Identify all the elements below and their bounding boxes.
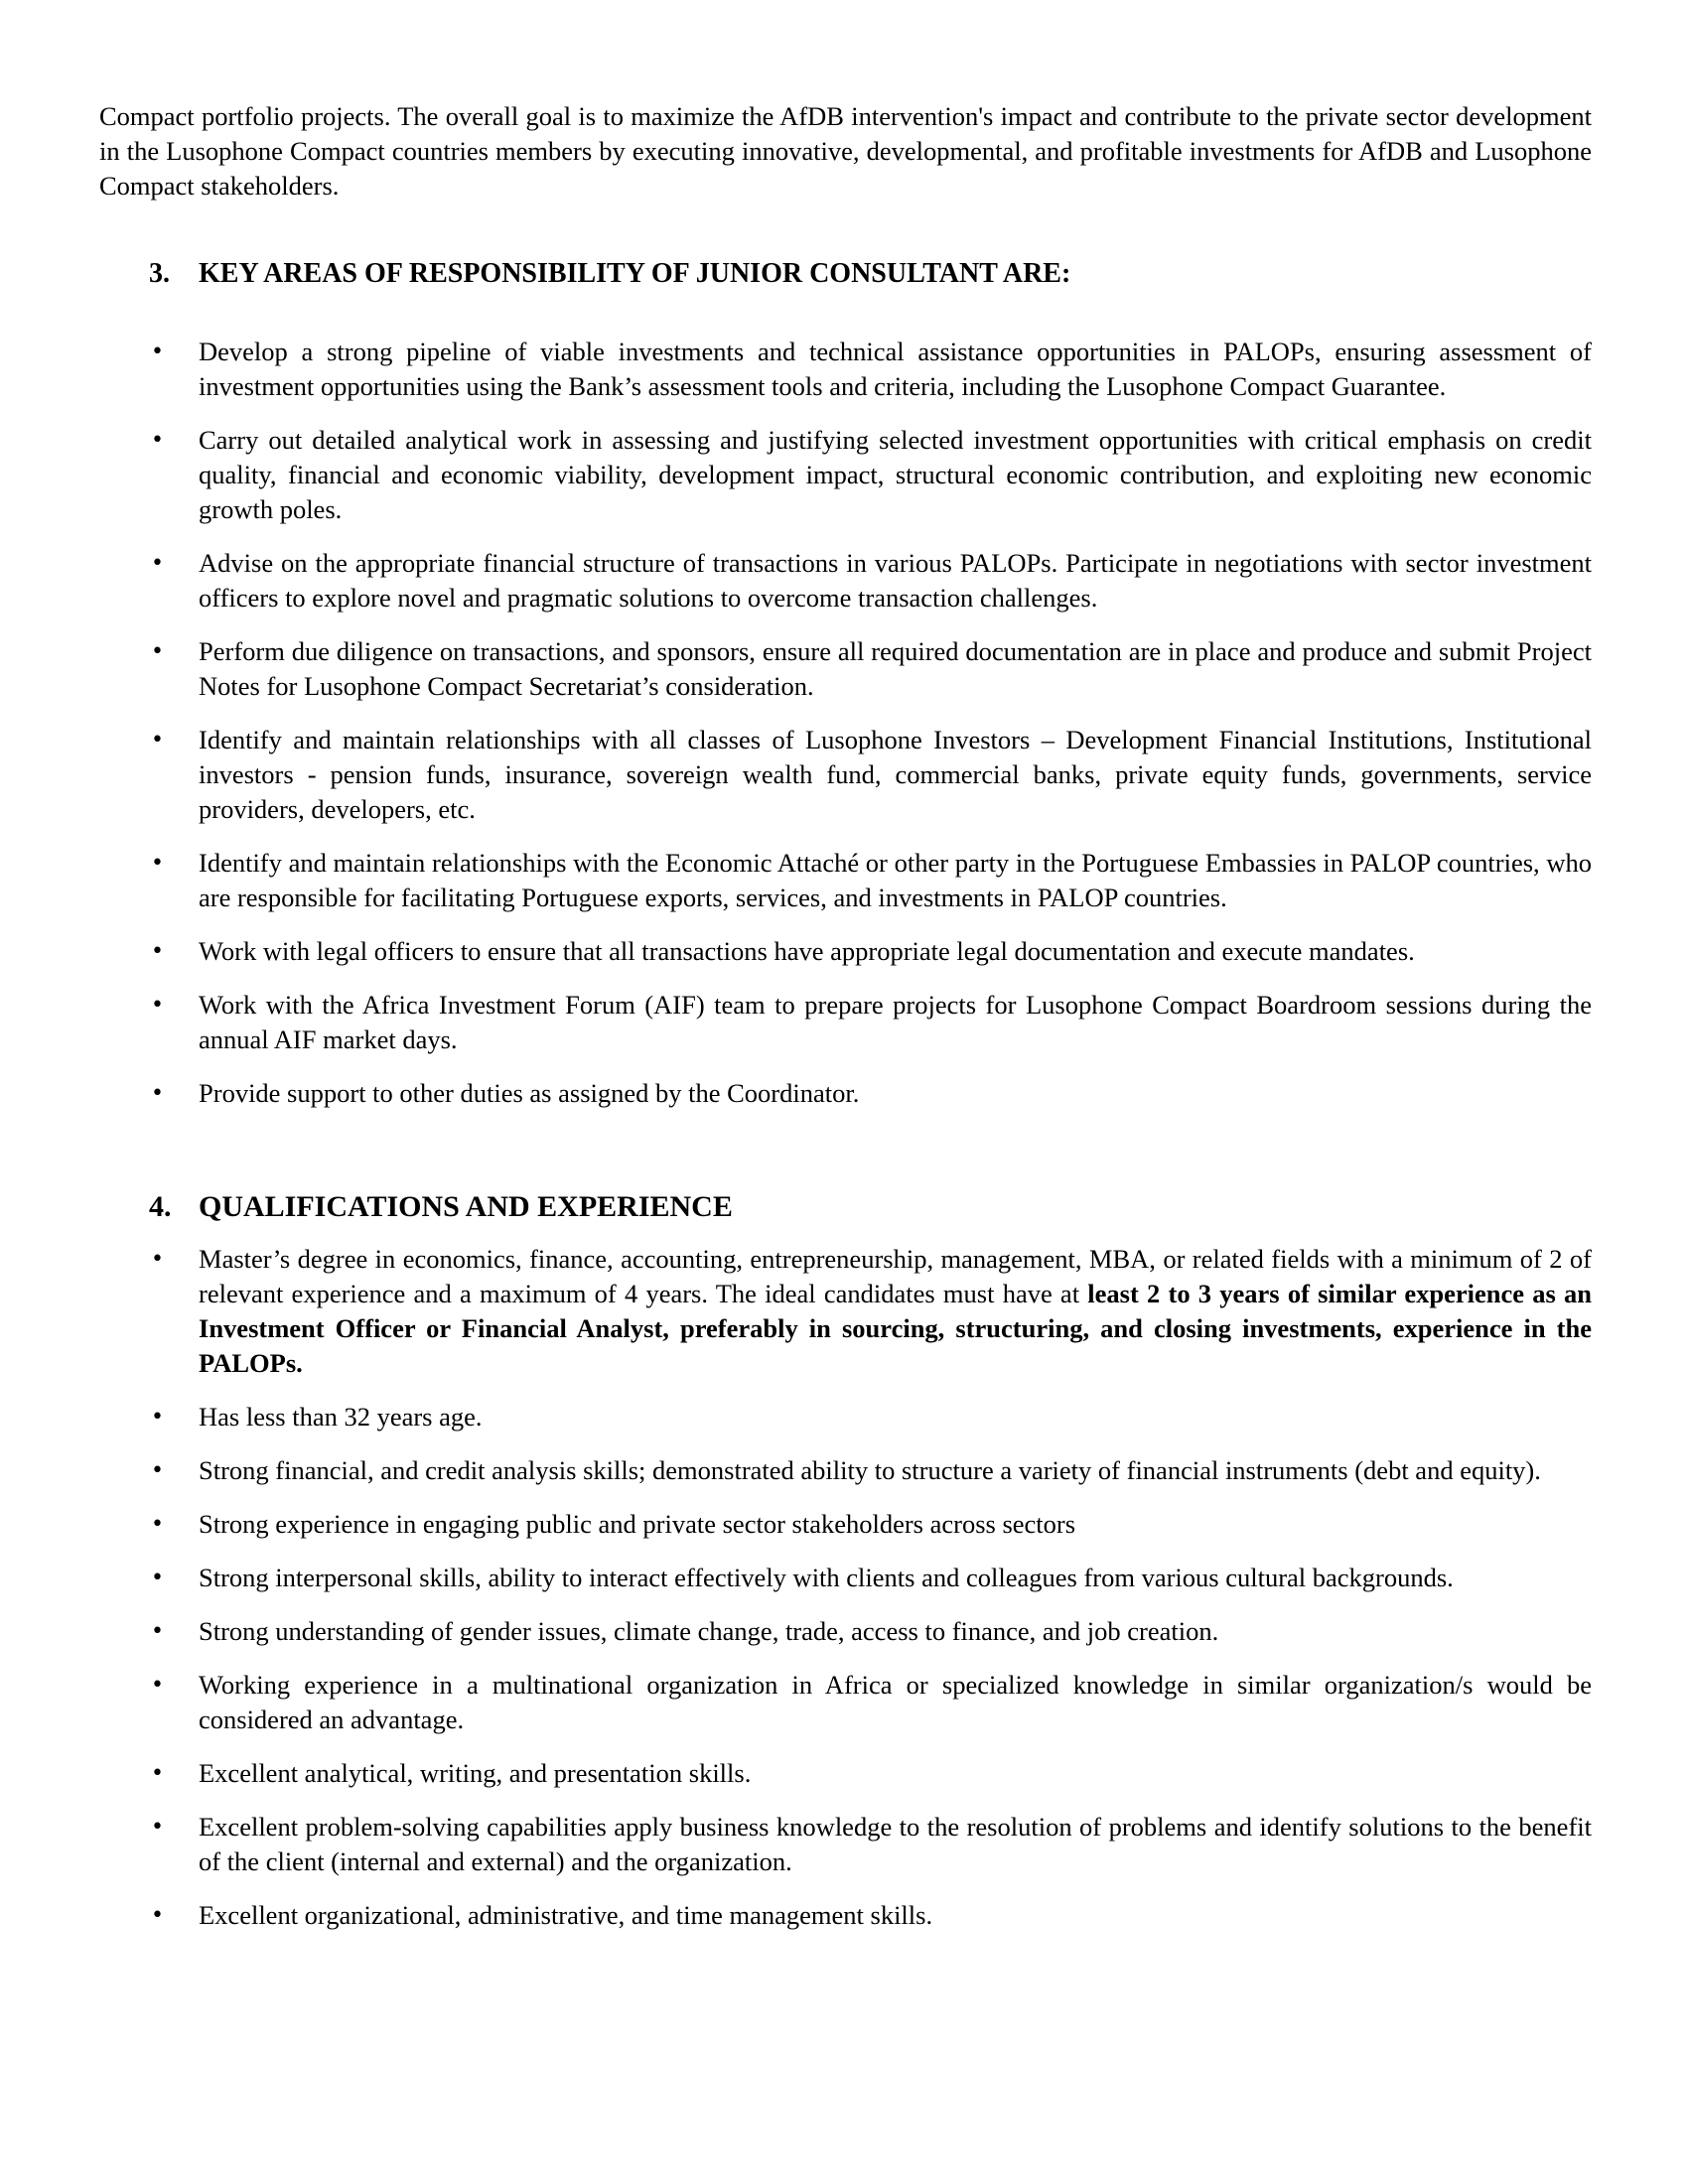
bullet-icon: • [151, 551, 164, 576]
list-item [99, 1810, 1592, 1879]
list-item-text: Identify and maintain relationships with the Economic Attaché or other party in the Portuguese Embassies in PALOP countries, who are responsible for facilitating Portuguese exports, services, and investments in PALOP countries. [199, 848, 1592, 912]
section-3-heading [99, 256, 1592, 291]
list-item [99, 934, 1592, 969]
list-item-text: Advise on the appropriate financial structure of transactions in various PALOPs. Participate in negotiations with sector investment officers to explore novel and pragmatic solutions to overcome transaction challenges. [199, 548, 1592, 613]
list-item-text: Provide support to other duties as assigned by the Coordinator. [199, 1078, 860, 1108]
responsibilities-list [99, 335, 1592, 1111]
bullet-icon: • [151, 1673, 164, 1698]
bullet-icon: • [151, 1815, 164, 1840]
intro-paragraph: Compact portfolio projects. The overall goal is to maximize the AfDB intervention's impact and contribute to the private sector development in the Lusophone Compact countries members by executing innovative, developmental, and profitable investments for AfDB and Lusophone Compact stakeholders. [99, 101, 1592, 201]
section-4-title: QUALIFICATIONS AND EXPERIENCE [199, 1190, 733, 1223]
list-item-text: Master’s degree in economics, finance, accounting, entrepreneurship, management, MBA, or related fields with a minimum of 2 of relevant experience and a maximum of 4 years. The ideal candidates must have at [199, 1244, 1592, 1308]
qualifications-list [99, 1242, 1592, 1933]
bullet-icon: • [151, 1458, 164, 1483]
list-item [99, 846, 1592, 915]
list-item-text: Perform due diligence on transactions, and sponsors, ensure all required documentation are in place and produce and submit Project Notes for Lusophone Compact Secretariat’s consideration. [199, 636, 1592, 701]
bullet-icon: • [151, 639, 164, 664]
section-3-number: 3. [149, 258, 170, 289]
list-item-text: Strong understanding of gender issues, climate change, trade, access to finance, and job creation. [199, 1616, 1219, 1646]
list-item-text: Excellent organizational, administrative, and time management skills. [199, 1900, 933, 1930]
list-item [99, 1453, 1592, 1488]
list-item [99, 1614, 1592, 1649]
bullet-icon: • [151, 1903, 164, 1928]
list-item-text: Work with legal officers to ensure that all transactions have appropriate legal documentation and execute mandates. [199, 936, 1415, 966]
bullet-icon: • [151, 1512, 164, 1537]
bullet-icon: • [151, 728, 164, 752]
section-4-heading [99, 1189, 1592, 1225]
bullet-icon: • [151, 428, 164, 453]
list-item-text: Working experience in a multinational organization in Africa or specialized knowledge in similar organization/s would be considered an advantage. [199, 1670, 1592, 1734]
list-item [99, 1400, 1592, 1434]
bullet-icon: • [151, 1081, 164, 1106]
list-item-text: Excellent analytical, writing, and presentation skills. [199, 1758, 752, 1788]
section-3-title: KEY AREAS OF RESPONSIBILITY OF JUNIOR CONSULTANT ARE: [199, 258, 1071, 289]
list-item-emphasis: least 2 to 3 years of similar experience as an Investment Officer or Financial Analyst, preferably in sourcing, structuring, and closing investments, experience in the PALOPs. [199, 1279, 1593, 1378]
bullet-icon: • [151, 1405, 164, 1430]
list-item-text: Strong interpersonal skills, ability to interact effectively with clients and colleagues from various cultural backgrounds. [199, 1563, 1454, 1592]
list-item-text: Excellent problem-solving capabilities apply business knowledge to the resolution of problems and identify solutions to the benefit of the client (internal and external) and the organization. [199, 1812, 1592, 1876]
bullet-icon: • [151, 340, 164, 364]
list-item [99, 1076, 1592, 1111]
bullet-icon: • [151, 1619, 164, 1644]
list-item-text: Strong experience in engaging public and private sector stakeholders across sectors [199, 1509, 1076, 1539]
section-4-number: 4. [149, 1190, 172, 1223]
list-item [99, 634, 1592, 704]
list-item [99, 1561, 1592, 1595]
list-item-text: Develop a strong pipeline of viable investments and technical assistance opportunities in PALOPs, ensuring assessment of investment opportunities using the Bank’s assessment tools and criteria, including the Lusophone Compact Guarantee. [199, 337, 1592, 401]
bullet-icon: • [151, 1761, 164, 1786]
list-item-text: Carry out detailed analytical work in assessing and justifying selected investment opportunities with critical emphasis on credit quality, financial and economic viability, development impact, structural economic contribution, and exploiting new economic growth poles. [199, 425, 1592, 524]
list-item [99, 546, 1592, 615]
bullet-icon: • [151, 851, 164, 876]
list-item [99, 988, 1592, 1057]
list-item [99, 723, 1592, 827]
list-item-text: Work with the Africa Investment Forum (AIF) team to prepare projects for Lusophone Compact Boardroom sessions during the annual AIF market days. [199, 990, 1592, 1054]
list-item [99, 1668, 1592, 1737]
list-item [99, 1507, 1592, 1542]
bullet-icon: • [151, 939, 164, 964]
list-item [99, 423, 1592, 527]
list-item [99, 335, 1592, 404]
bullet-icon: • [151, 1566, 164, 1590]
bullet-icon: • [151, 1247, 164, 1272]
list-item [99, 1242, 1592, 1381]
list-item [99, 1756, 1592, 1791]
list-item-text: Strong financial, and credit analysis skills; demonstrated ability to structure a variety of financial instruments (debt and equity). [199, 1455, 1541, 1485]
list-item-text: Identify and maintain relationships with all classes of Lusophone Investors – Development Financial Institutions, Institutional investors - pension funds, insurance, sovereign wealth fund, commercial banks, private equity funds, governments, service providers, developers, etc. [199, 725, 1592, 824]
list-item-text: Has less than 32 years age. [199, 1402, 483, 1432]
bullet-icon: • [151, 993, 164, 1018]
list-item [99, 1898, 1592, 1933]
